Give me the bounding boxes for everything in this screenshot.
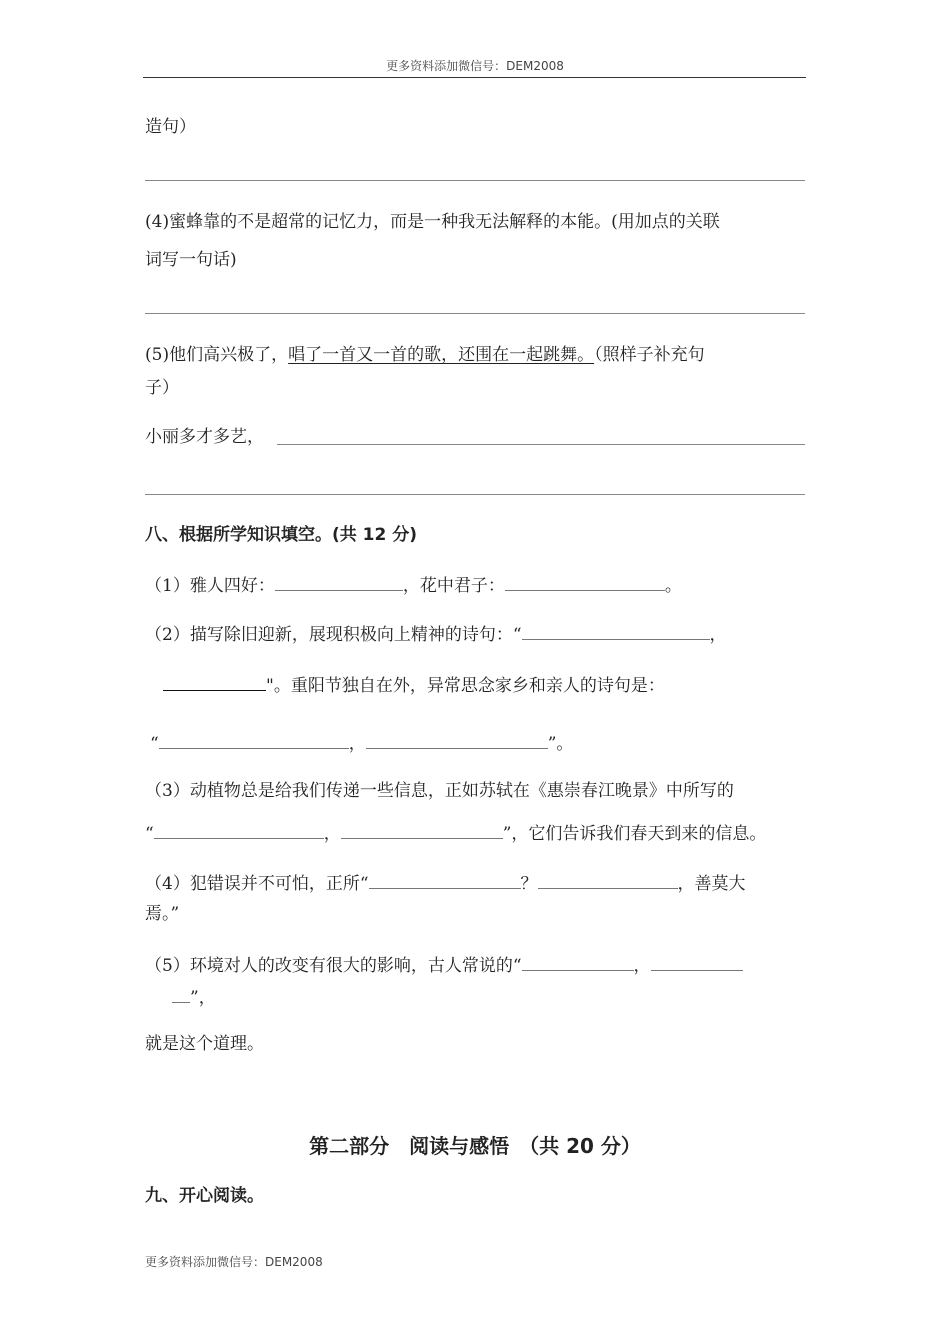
q9-title: 九、开心阅读。 [145,1186,264,1206]
q8-i1-label: （1）雅人四好： [145,576,275,596]
q7-item5-suffix: （照样子补充句 [594,345,705,365]
blank-q8-5c[interactable] [172,986,190,1003]
q7-item5-prompt: 小丽多才多艺， [145,427,264,447]
q8-i2-comma: ， [709,625,727,645]
blank-q8-2a[interactable] [522,623,710,640]
blank-q8-2c[interactable] [159,732,349,749]
blank-q8-3a[interactable] [154,822,324,839]
page-footer: 更多资料添加微信号：DEM2008 [145,1255,323,1269]
q8-item4-line1 [145,872,746,894]
q7-item3-tail: 造句） [145,117,196,137]
answer-line-q7-3[interactable] [145,180,805,181]
blank-q8-1b[interactable] [505,574,665,591]
blank-q8-5a[interactable] [522,954,634,971]
q8-i3-open: “ [145,824,154,844]
q8-item2-line1 [145,623,727,645]
q8-i5-close: ”， [190,988,216,1008]
answer-line-q7-4[interactable] [145,313,805,314]
q7-item5-prefix: (5)他们高兴极了， [145,345,289,365]
q8-i5-comma: ， [633,956,651,976]
q8-i5-label: （5）环境对人的改变有很大的影响，古人常说的“ [145,956,522,976]
q8-i2-label: （2）描写除旧迎新，展现积极向上精神的诗句：“ [145,625,522,645]
q8-i2-open: “ [150,734,159,754]
q8-i2-comma2: ， [348,734,366,754]
q8-i3-text: ”，它们告诉我们春天到来的信息。 [502,824,767,844]
answer-line-q7-5a[interactable] [277,444,805,445]
q8-item5-line2 [172,986,216,1008]
q8-i4-label: （4）犯错误并不可怕，正所“ [145,874,369,894]
q7-item5-line1 [145,345,705,365]
q8-item2-line3 [150,732,573,754]
q7-item5-line2: 子） [145,378,179,398]
blank-q8-2b[interactable] [163,674,266,691]
q8-item5-line1 [145,954,743,976]
q7-item4-line1: (4)蜜蜂靠的不是超常的记忆力，而是一种我无法解释的本能。(用加点的关联 [145,212,720,232]
q8-item3-line2 [145,822,766,844]
q8-i2-text: "。重阳节独自在外，异常思念家乡和亲人的诗句是： [266,676,665,696]
answer-line-q7-5b[interactable] [145,494,805,495]
q8-i1-mid: ，花中君子： [402,576,505,596]
q8-item4-line2: 焉。” [145,904,180,924]
blank-q8-3b[interactable] [341,822,503,839]
q7-item4-line2: 词写一句话) [145,250,237,270]
blank-q8-4b[interactable] [538,872,678,889]
q8-title: 八、根据所学知识填空。(共 12 分) [145,525,418,545]
header-divider [143,77,806,78]
q8-i2-close: ”。 [547,734,574,754]
page-header: 更多资料添加微信号：DEM2008 [386,59,564,73]
q8-i4-text: ，善莫大 [677,874,746,894]
q8-item3-line1: （3）动植物总是给我们传递一些信息，正如苏轼在《惠崇春江晚景》中所写的 [145,781,734,801]
q7-item5-example: 唱了一首又一首的歌，还围在一起跳舞。 [288,345,595,365]
q8-i3-comma: ， [323,824,341,844]
blank-q8-1a[interactable] [275,574,403,591]
blank-q8-5b[interactable] [651,954,743,971]
q8-item1 [145,574,682,596]
blank-q8-4a[interactable] [369,872,521,889]
q8-i1-end: 。 [664,576,682,596]
q8-item2-line2 [163,674,665,696]
blank-q8-2d[interactable] [366,732,548,749]
q8-i4-q: ？ [520,874,538,894]
q8-item5-line3: 就是这个道理。 [145,1034,264,1054]
part2-title: 第二部分 阅读与感悟 （共 20 分） [309,1134,641,1158]
